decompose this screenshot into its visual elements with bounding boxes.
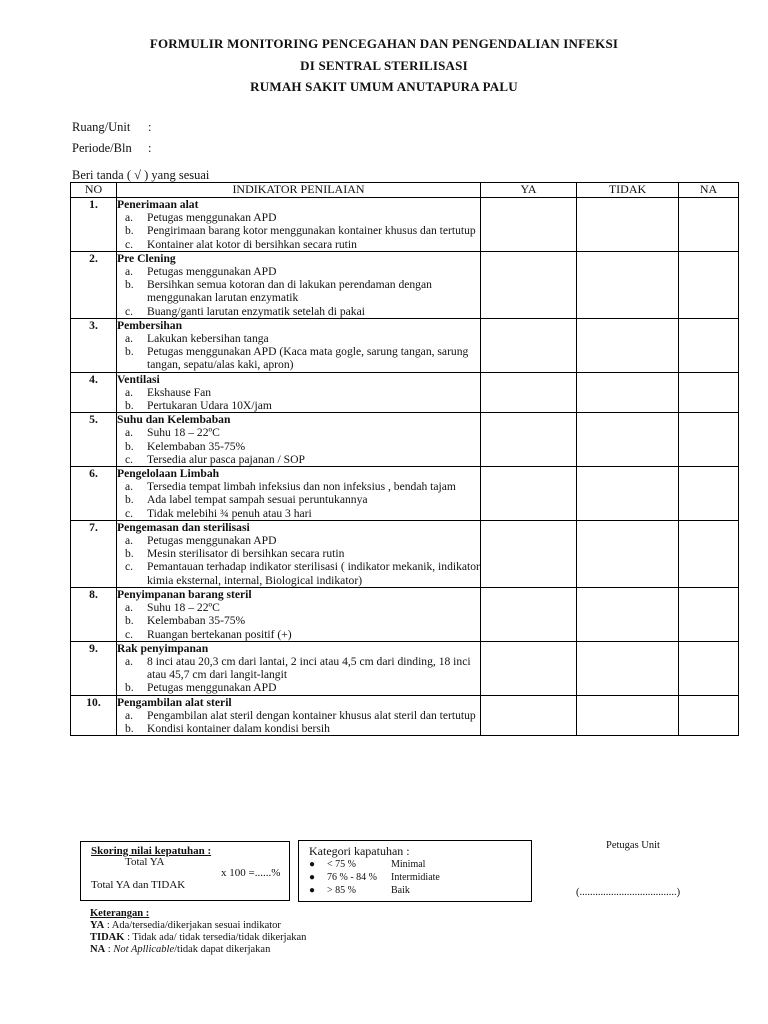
keterangan-na: NA : Not Apllicable/tidak dapat dikerjakan bbox=[90, 944, 271, 955]
item-text: Kelembaban 35-75% bbox=[147, 614, 246, 628]
checkbox-cell-na[interactable] bbox=[679, 198, 739, 252]
item-text: Petugas menggunakan APD bbox=[147, 681, 277, 695]
table-row bbox=[71, 467, 739, 521]
keterangan-title: Keterangan : bbox=[90, 908, 150, 919]
keterangan-ya: YA : Ada/tersedia/dikerjakan sesuai indikator bbox=[90, 920, 281, 931]
item-letter: a. bbox=[125, 385, 134, 399]
item-text: Ruangan bertekanan positif (+) bbox=[147, 627, 292, 641]
item-letter: a. bbox=[125, 211, 134, 225]
item-letter: a. bbox=[125, 332, 134, 346]
monitoring-table bbox=[70, 182, 739, 736]
bullet-icon: ● bbox=[309, 859, 316, 870]
checkbox-cell-na[interactable] bbox=[679, 587, 739, 641]
item-letter: b. bbox=[125, 721, 134, 735]
kategori-label: Minimal bbox=[391, 859, 426, 870]
indikator-item bbox=[117, 440, 480, 453]
checkbox-cell-tidak[interactable] bbox=[577, 587, 679, 641]
item-text: Suhu 18 – 22ºC bbox=[147, 426, 220, 440]
row-number: 8. bbox=[71, 587, 117, 641]
checkbox-cell-ya[interactable] bbox=[481, 318, 577, 372]
checkbox-cell-tidak[interactable] bbox=[577, 372, 679, 413]
kategori-label: Baik bbox=[391, 885, 410, 896]
item-letter: c. bbox=[125, 452, 134, 466]
item-text: Kelembaban 35-75% bbox=[147, 439, 246, 453]
form-subtitle: DI SENTRAL STERILISASI bbox=[300, 58, 468, 73]
indikator-item bbox=[117, 655, 480, 681]
checkbox-cell-ya[interactable] bbox=[481, 587, 577, 641]
table-row bbox=[71, 372, 739, 413]
item-text: Buang/ganti larutan enzymatik setelah di pakai bbox=[147, 304, 365, 318]
checkbox-cell-tidak[interactable] bbox=[577, 251, 679, 318]
indikator-item bbox=[117, 211, 480, 224]
indikator-cell bbox=[117, 520, 481, 587]
item-letter: a. bbox=[125, 534, 134, 548]
kategori-item bbox=[309, 884, 440, 897]
keterangan-tidak: TIDAK : Tidak ada/ tidak tersedia/tidak dikerjakan bbox=[90, 932, 307, 943]
indikator-item bbox=[117, 614, 480, 627]
checkbox-cell-tidak[interactable] bbox=[577, 318, 679, 372]
indikator-item bbox=[117, 722, 480, 735]
checkbox-cell-ya[interactable] bbox=[481, 520, 577, 587]
indikator-item bbox=[117, 345, 480, 371]
indikator-title: Ventilasi bbox=[117, 372, 160, 386]
item-text: Petugas menggunakan APD bbox=[147, 211, 277, 225]
item-text: Kondisi kontainer dalam kondisi bersih bbox=[147, 721, 330, 735]
indikator-item bbox=[117, 399, 480, 412]
checkbox-cell-na[interactable] bbox=[679, 695, 739, 736]
indikator-cell bbox=[117, 198, 481, 252]
checkbox-cell-ya[interactable] bbox=[481, 467, 577, 521]
checkbox-cell-tidak[interactable] bbox=[577, 520, 679, 587]
col-tidak: TIDAK bbox=[577, 183, 679, 198]
indikator-cell bbox=[117, 372, 481, 413]
checkbox-cell-na[interactable] bbox=[679, 318, 739, 372]
scoring-title: Skoring nilai kepatuhan : bbox=[91, 845, 212, 857]
row-number: 2. bbox=[71, 251, 117, 318]
indikator-item bbox=[117, 224, 480, 237]
indikator-item bbox=[117, 628, 480, 641]
item-text: Pemantauan terhadap indikator sterilisasi ( indikator mekanik, indikator kimia eksternal, internal, Biological indikator) bbox=[147, 560, 480, 587]
item-letter: c. bbox=[125, 304, 134, 318]
indikator-item bbox=[117, 547, 480, 560]
checkbox-cell-tidak[interactable] bbox=[577, 695, 679, 736]
item-text: Mesin sterilisator di bersihkan secara rutin bbox=[147, 547, 345, 561]
col-indikator: INDIKATOR PENILAIAN bbox=[117, 183, 481, 198]
bullet-icon: ● bbox=[309, 885, 316, 896]
indikator-item bbox=[117, 493, 480, 506]
item-letter: b. bbox=[125, 614, 134, 628]
checkbox-cell-tidak[interactable] bbox=[577, 413, 679, 467]
row-number: 4. bbox=[71, 372, 117, 413]
col-na: NA bbox=[679, 183, 739, 198]
checkbox-cell-tidak[interactable] bbox=[577, 467, 679, 521]
table-row bbox=[71, 198, 739, 252]
indikator-title: Rak penyimpanan bbox=[117, 641, 209, 655]
table-row bbox=[71, 587, 739, 641]
item-letter: b. bbox=[125, 278, 134, 292]
item-letter: a. bbox=[125, 654, 134, 668]
indikator-cell bbox=[117, 641, 481, 695]
indikator-item bbox=[117, 560, 480, 586]
bullet-icon: ● bbox=[309, 872, 316, 883]
indikator-title: Suhu dan Kelembaban bbox=[117, 413, 231, 427]
checkbox-cell-na[interactable] bbox=[679, 641, 739, 695]
checkbox-cell-ya[interactable] bbox=[481, 695, 577, 736]
row-number: 3. bbox=[71, 318, 117, 372]
checkbox-cell-na[interactable] bbox=[679, 413, 739, 467]
row-number: 5. bbox=[71, 413, 117, 467]
item-letter: c. bbox=[125, 560, 134, 574]
item-letter: a. bbox=[125, 265, 134, 279]
table-header-row bbox=[71, 183, 739, 198]
item-text: Suhu 18 – 22ºC bbox=[147, 601, 220, 615]
table-row bbox=[71, 251, 739, 318]
item-letter: b. bbox=[125, 224, 134, 238]
indikator-title: Pengemasan dan sterilisasi bbox=[117, 520, 250, 534]
checkbox-cell-ya[interactable] bbox=[481, 413, 577, 467]
item-letter: b. bbox=[125, 547, 134, 561]
item-text: Ekshause Fan bbox=[147, 385, 212, 399]
item-letter: a. bbox=[125, 426, 134, 440]
indikator-title: Pembersihan bbox=[117, 318, 183, 332]
checkbox-cell-na[interactable] bbox=[679, 372, 739, 413]
row-number: 9. bbox=[71, 641, 117, 695]
item-letter: c. bbox=[125, 237, 134, 251]
scoring-box bbox=[80, 841, 290, 901]
indikator-item bbox=[117, 386, 480, 399]
instruction-text: Beri tanda ( √ ) yang sesuai bbox=[72, 168, 210, 182]
table-row bbox=[71, 641, 739, 695]
kategori-range: 76 % - 84 % bbox=[327, 872, 377, 883]
indikator-cell bbox=[117, 251, 481, 318]
ruang-unit-value: : bbox=[148, 120, 152, 134]
table-row bbox=[71, 695, 739, 736]
item-letter: b. bbox=[125, 493, 134, 507]
item-text: Tersedia alur pasca pajanan / SOP bbox=[147, 452, 305, 466]
indikator-item bbox=[117, 709, 480, 722]
kategori-range: > 85 % bbox=[327, 885, 356, 896]
item-text: Lakukan kebersihan tanga bbox=[147, 332, 269, 346]
table-row bbox=[71, 413, 739, 467]
kategori-range: < 75 % bbox=[327, 859, 356, 870]
checkbox-cell-tidak[interactable] bbox=[577, 641, 679, 695]
row-number: 6. bbox=[71, 467, 117, 521]
table-row bbox=[71, 318, 739, 372]
item-letter: c. bbox=[125, 506, 134, 520]
item-text: Ada label tempat sampah sesuai peruntukannya bbox=[147, 493, 368, 507]
keterangan bbox=[90, 908, 306, 956]
periode-value: : bbox=[148, 141, 152, 155]
checkbox-cell-tidak[interactable] bbox=[577, 198, 679, 252]
item-letter: a. bbox=[125, 480, 134, 494]
kategori-box bbox=[298, 840, 532, 902]
indikator-cell bbox=[117, 318, 481, 372]
indikator-item bbox=[117, 453, 480, 466]
signature-line[interactable]: (.....................................) bbox=[576, 887, 681, 898]
indikator-item bbox=[117, 238, 480, 251]
kategori-title: Kategori kapatuhan : bbox=[309, 844, 410, 858]
indikator-item bbox=[117, 480, 480, 493]
item-text: Bersihkan semua kotoran dan di lakukan perendaman dengan menggunakan larutan enzymatik bbox=[147, 278, 432, 305]
indikator-title: Penerimaan alat bbox=[117, 198, 199, 211]
item-text: Tersedia tempat limbah infeksius dan non infeksius , bendah tajam bbox=[147, 480, 456, 494]
col-ya: YA bbox=[481, 183, 577, 198]
indikator-item bbox=[117, 601, 480, 614]
indikator-item bbox=[117, 534, 480, 547]
scoring-numerator: Total YA bbox=[125, 856, 165, 868]
indikator-item bbox=[117, 265, 480, 278]
item-text: Petugas menggunakan APD (Kaca mata gogle, sarung tangan, sarung tangan, sepatu/alas kaki, apron) bbox=[147, 345, 469, 372]
indikator-cell bbox=[117, 467, 481, 521]
checkbox-cell-ya[interactable] bbox=[481, 251, 577, 318]
scoring-denominator: Total YA dan TIDAK bbox=[91, 879, 186, 891]
indikator-item bbox=[117, 507, 480, 520]
col-no: NO bbox=[71, 183, 117, 198]
hospital-name: RUMAH SAKIT UMUM ANUTAPURA PALU bbox=[250, 79, 518, 94]
indikator-cell bbox=[117, 695, 481, 736]
item-text: Petugas menggunakan APD bbox=[147, 265, 277, 279]
row-number: 7. bbox=[71, 520, 117, 587]
checkbox-cell-ya[interactable] bbox=[481, 641, 577, 695]
indikator-title: Pengelolaan Limbah bbox=[117, 467, 220, 481]
indikator-title: Pengambilan alat steril bbox=[117, 695, 232, 709]
item-text: Kontainer alat kotor di bersihkan secara rutin bbox=[147, 237, 357, 251]
table-row bbox=[71, 520, 739, 587]
item-letter: c. bbox=[125, 627, 134, 641]
item-text: Tidak melebihi ¾ penuh atau 3 hari bbox=[147, 506, 312, 520]
item-letter: b. bbox=[125, 399, 134, 413]
row-number: 1. bbox=[71, 198, 117, 252]
checkbox-cell-na[interactable] bbox=[679, 520, 739, 587]
item-text: Pertukaran Udara 10X/jam bbox=[147, 399, 272, 413]
form-title: FORMULIR MONITORING PENCEGAHAN DAN PENGENDALIAN INFEKSI bbox=[149, 36, 619, 51]
row-number: 10. bbox=[71, 695, 117, 736]
indikator-cell bbox=[117, 413, 481, 467]
kategori-item bbox=[309, 871, 440, 884]
item-text: Petugas menggunakan APD bbox=[147, 534, 277, 548]
periode-field[interactable] bbox=[72, 141, 152, 156]
indikator-item bbox=[117, 305, 480, 318]
indikator-cell bbox=[117, 587, 481, 641]
scoring-formula: x 100 =......% bbox=[221, 867, 281, 879]
item-text: Pengambilan alat steril dengan kontainer khusus alat steril dan tertutup bbox=[147, 708, 476, 722]
item-letter: a. bbox=[125, 708, 134, 722]
ruang-unit-label: Ruang/Unit bbox=[72, 120, 131, 134]
item-text: Pengirimaan barang kotor menggunakan kontainer khusus dan tertutup bbox=[147, 224, 476, 238]
checkbox-cell-na[interactable] bbox=[679, 467, 739, 521]
indikator-item bbox=[117, 278, 480, 304]
indikator-item bbox=[117, 681, 480, 694]
item-text: 8 inci atau 20,3 cm dari lantai, 2 inci atau 4,5 cm dari dinding, 18 inci atau 45,7 cm dari langit-langit bbox=[147, 654, 471, 682]
kategori-item bbox=[309, 858, 440, 871]
checkbox-cell-ya[interactable] bbox=[481, 198, 577, 252]
ruang-unit-field[interactable] bbox=[72, 120, 152, 135]
checkbox-cell-na[interactable] bbox=[679, 251, 739, 318]
indikator-title: Pre Clening bbox=[117, 251, 176, 265]
indikator-item bbox=[117, 332, 480, 345]
item-letter: b. bbox=[125, 345, 134, 359]
item-letter: b. bbox=[125, 681, 134, 695]
item-letter: b. bbox=[125, 439, 134, 453]
indikator-item bbox=[117, 426, 480, 439]
item-letter: a. bbox=[125, 601, 134, 615]
checkbox-cell-ya[interactable] bbox=[481, 372, 577, 413]
periode-label: Periode/Bln bbox=[72, 141, 132, 155]
kategori-label: Intermidiate bbox=[391, 872, 440, 883]
indikator-title: Penyimpanan barang steril bbox=[117, 587, 252, 601]
signature-label: Petugas Unit bbox=[606, 840, 660, 851]
